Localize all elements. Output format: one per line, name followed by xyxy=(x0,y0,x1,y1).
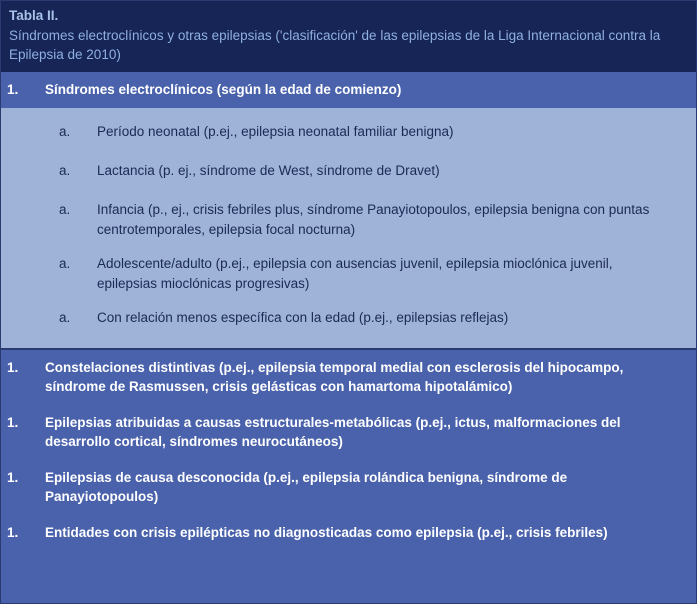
list-item-text: Adolescente/adulto (p.ej., epilepsia con ausencias juvenil, epilepsia mioclónica juvenil, epilepsias mioclónicas progresivas) xyxy=(97,256,613,291)
section-5-text: Entidades con crisis epilépticas no diagnosticadas como epilepsia (p.ej., crisis febriles) xyxy=(45,525,608,540)
section-2-text: Constelaciones distintivas (p.ej., epilepsia temporal medial con esclerosis del hipocampo, síndrome de Rasmussen, crisis gelásticas con hamartoma hipotalámico) xyxy=(45,360,624,394)
list-item-text: Período neonatal (p.ej., epilepsia neonatal familiar benigna) xyxy=(97,124,454,139)
list-item xyxy=(1,301,696,335)
list-item xyxy=(1,154,696,188)
section-1-heading xyxy=(1,72,696,108)
section-1-subitems xyxy=(1,108,696,348)
section-4 xyxy=(1,460,696,515)
table-header xyxy=(1,1,696,72)
list-item-marker: a. xyxy=(59,310,71,325)
list-item xyxy=(1,247,696,301)
section-5 xyxy=(1,515,696,551)
section-2 xyxy=(1,350,696,405)
list-item-marker: a. xyxy=(59,124,71,139)
section-3-number: 1. xyxy=(7,415,19,430)
list-item-text: Con relación menos específica con la edad (p.ej., epilepsias reflejas) xyxy=(97,310,509,325)
section-4-text: Epilepsias de causa desconocida (p.ej., epilepsia rolándica benigna, síndrome de Panayiotopoulos) xyxy=(45,470,568,504)
list-item-text: Infancia (p., ej., crisis febriles plus, síndrome Panayiotopoulos, epilepsia benigna con puntas centrotemporales, epilepsia focal nocturna) xyxy=(97,202,650,237)
section-2-number: 1. xyxy=(7,360,19,375)
section-1-title: Síndromes electroclínicos (según la edad de comienzo) xyxy=(45,82,402,97)
section-1-number: 1. xyxy=(7,82,19,97)
section-3 xyxy=(1,405,696,460)
table-number: Tabla II. xyxy=(9,8,59,23)
section-4-number: 1. xyxy=(7,470,19,485)
list-item-marker: a. xyxy=(59,202,71,217)
list-item xyxy=(1,115,696,149)
list-item-marker: a. xyxy=(59,256,71,271)
list-item-text: Lactancia (p. ej., síndrome de West, síndrome de Dravet) xyxy=(97,163,440,178)
table-title: Síndromes electroclínicos y otras epilepsias ('clasificación' de las epilepsias de la Liga Internacional contra la Epilepsia de 2010) xyxy=(9,28,661,62)
section-5-number: 1. xyxy=(7,525,19,540)
section-3-text: Epilepsias atribuidas a causas estructurales-metabólicas (p.ej., ictus, malformaciones del desarrollo cortical, síndromes neurocutáneos) xyxy=(45,415,621,449)
list-item xyxy=(1,193,696,247)
list-item-marker: a. xyxy=(59,163,71,178)
